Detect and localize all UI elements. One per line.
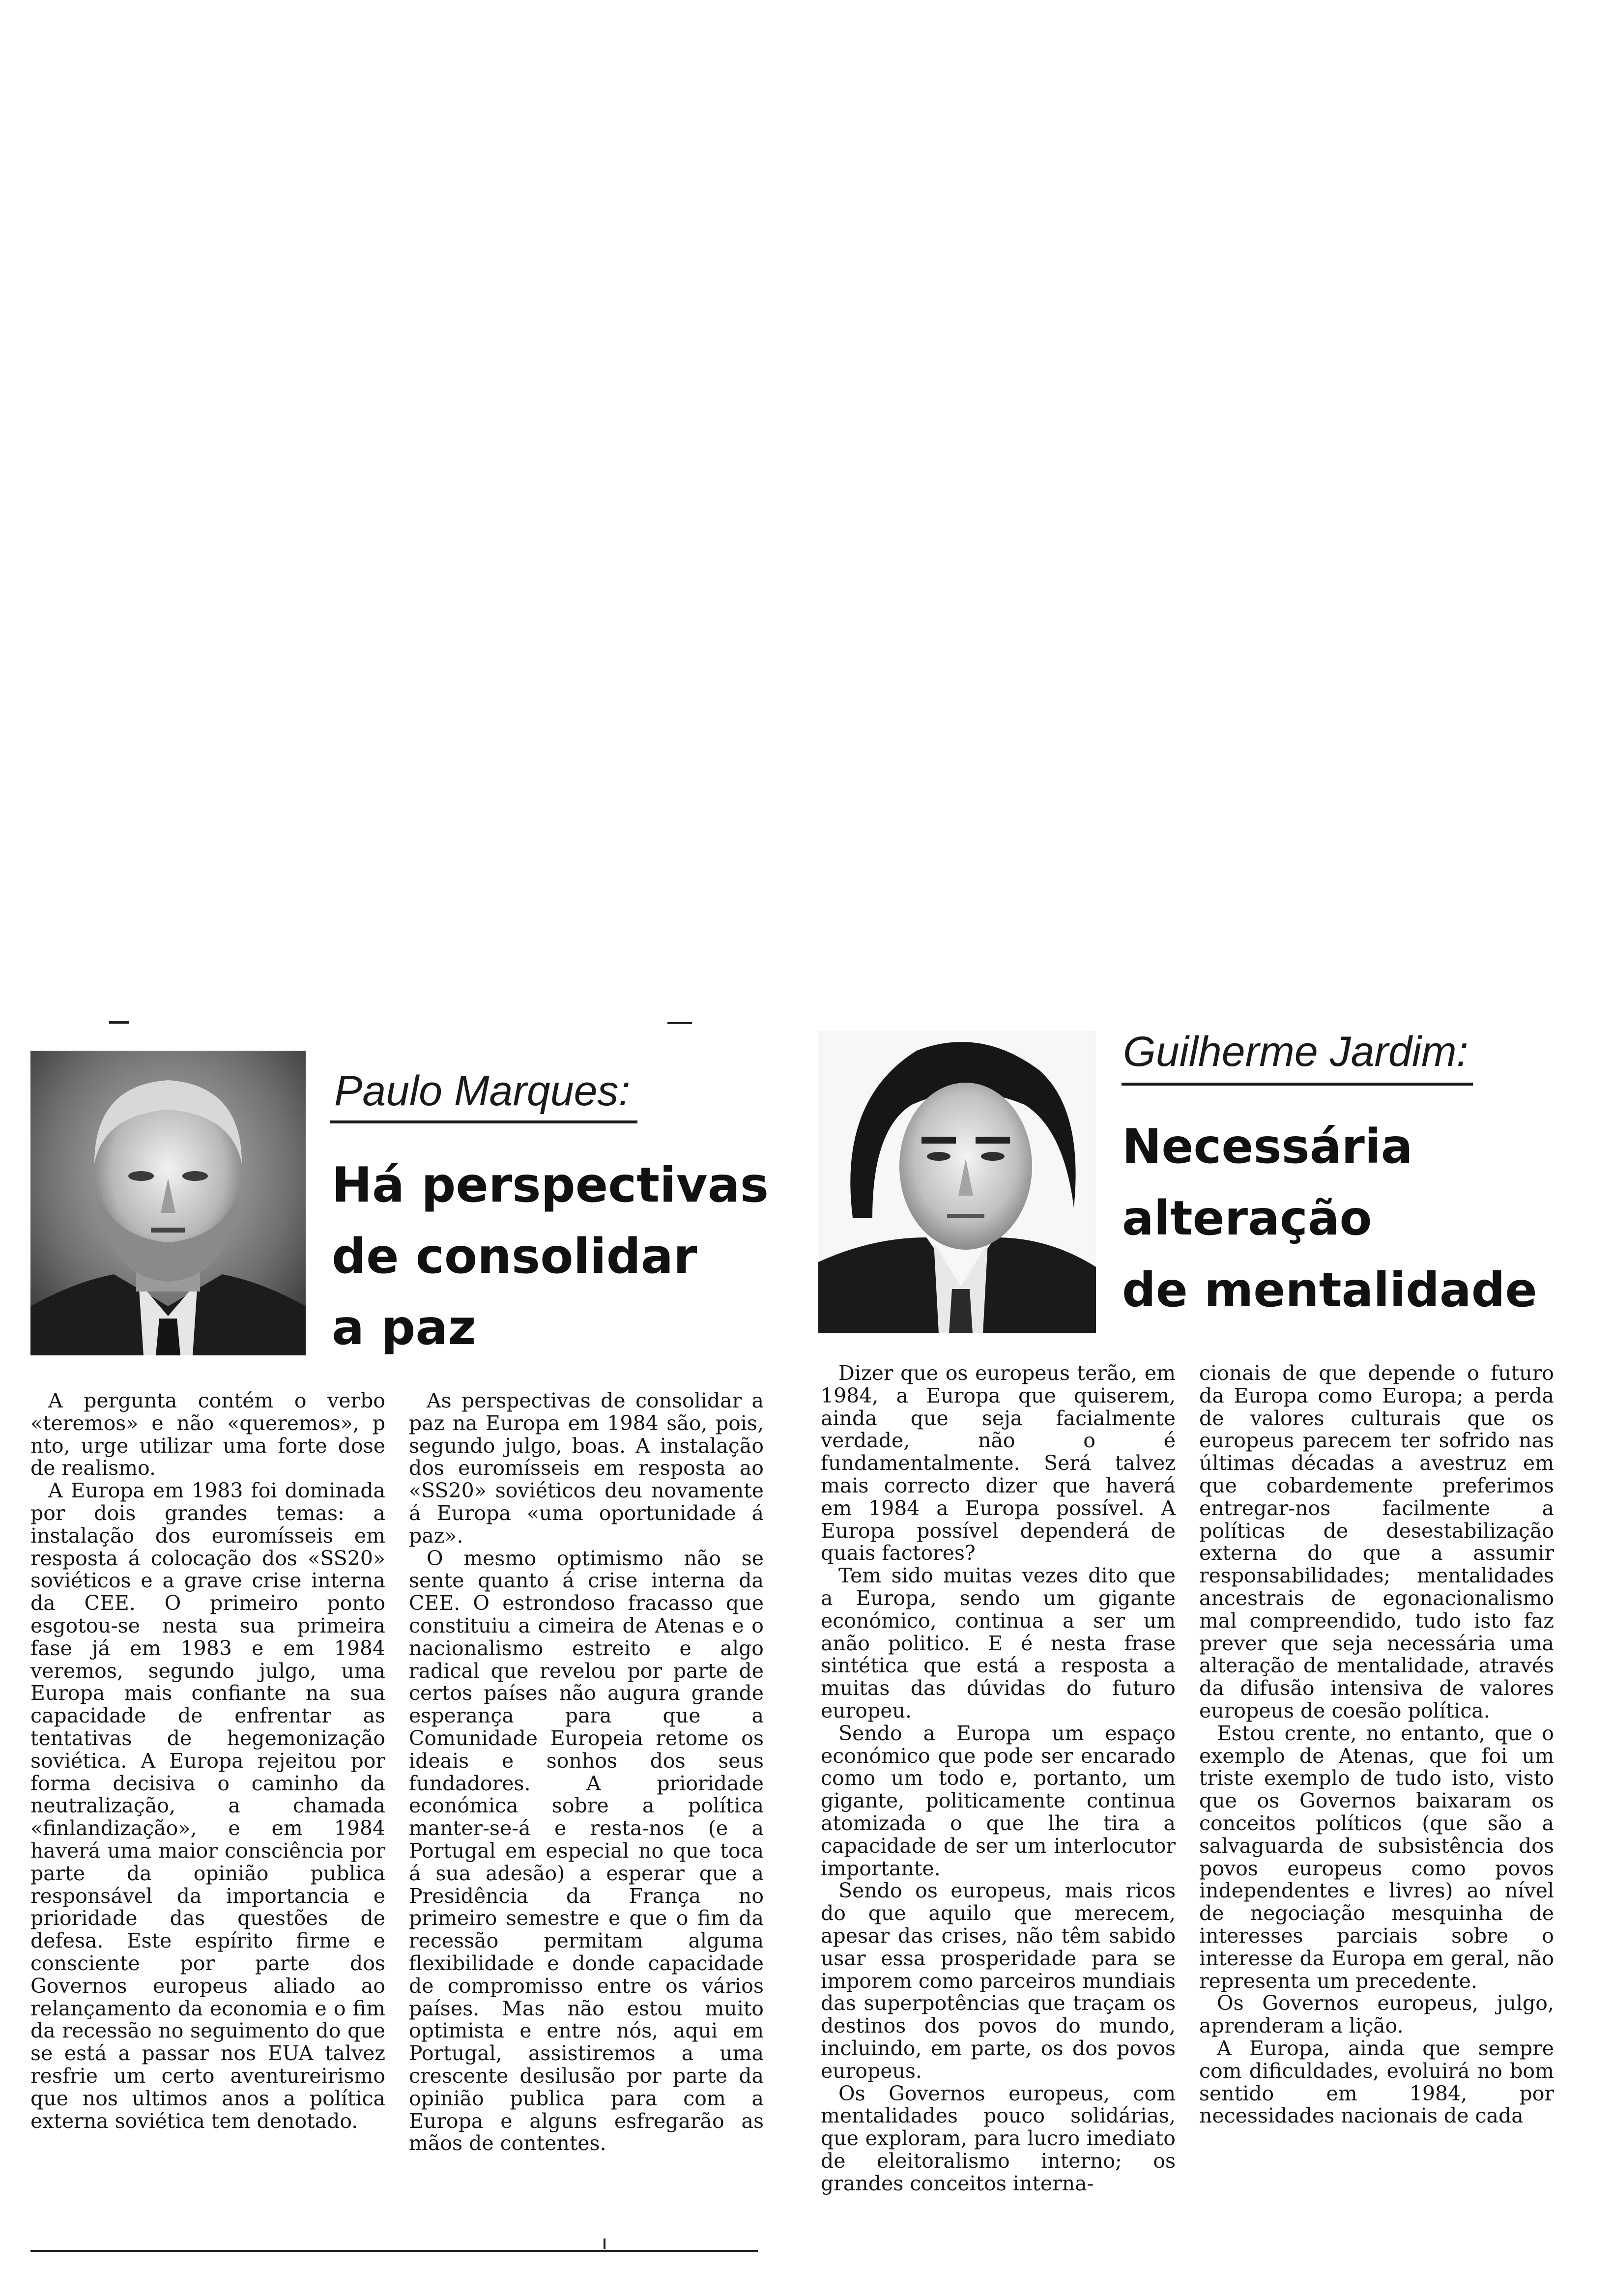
headline-left-line-3: a paz — [332, 1300, 476, 1356]
byline-rule-right — [1122, 1083, 1473, 1086]
headline-right-line-1: Necessária — [1122, 1119, 1413, 1174]
article-right-column-1 — [821, 1362, 1176, 2195]
paragraph: Sendo os europeus, mais ricos do que aquilo que merecem, apesar das crises, não têm sabido usar essa prosperidade para se imporem como parceiros mundiais das superpotências que traçam os destinos dos povos do mundo, incluindo, em parte, os dos povos europeus. — [821, 1879, 1176, 2083]
article-left-column-2 — [409, 1390, 764, 2155]
article-left-bottom-rule — [30, 2250, 758, 2252]
portrait-man-in-suit-image — [818, 1031, 1096, 1333]
paragraph: O mesmo optimismo não se sente quanto á crise interna da CEE. O estrondoso fracasso que constituiu a cimeira de Atenas e o nacionalismo estreito e algo radical que revelou por parte de certos países não augura grande esperança para que a Comunidade Europeia retome os ideais e sonhos dos seus fundadores. A prioridade económica sobre a política manter-se-á e resta-nos (e a Portugal em especial no que toca á sua adesão) a esperar que a Presidência da França no primeiro semestre e que o fim da recessão permitam alguma flexibilidade e donde capacidade de compromisso entre os vários países. Mas não estou muito optimista e entre nós, aqui em Portugal, assistiremos a uma crescente desilusão por parte da opinião publica para com a Europa e alguns esfregarão as mãos de contentes. — [409, 1546, 764, 2155]
headline-left-line-2: de consolidar — [332, 1229, 697, 1285]
paragraph: Estou crente, no entanto, que o exemplo de Atenas, que foi um triste exemplo de tudo isto, visto que os Governos baixaram os conceitos políticos (que são a salvaguarda de subsistência dos povos europeus como povos independentes e livres) ao nível de negociação mesquinha de interesses parciais sobre o interesse da Europa em geral, não representa um precedente. — [1199, 1721, 1554, 1993]
article-left-column-1 — [30, 1390, 385, 2132]
headline-left — [332, 1150, 769, 1364]
paragraph: Os Governos europeus, julgo, aprenderam a lição. — [1199, 1991, 1554, 2038]
headline-right-line-3: de mentalidade — [1122, 1263, 1537, 1318]
byline-paulo-marques: Paulo Marques: — [334, 1067, 631, 1115]
article-right-column-2 — [1199, 1362, 1554, 2127]
byline-guilherme-jardim: Guilherme Jardim: — [1123, 1028, 1468, 1075]
portrait-bearded-man-image — [30, 1051, 306, 1355]
paragraph: A pergunta contém o verbo «teremos» e não «queremos», p nto, urge utilizar uma forte dose de realismo. — [30, 1389, 385, 1480]
paragraph: A Europa, ainda que sempre com dificuldades, evoluirá no bom sentido em 1984, por necessidades nacionais de cada — [1199, 2036, 1554, 2128]
paragraph: Tem sido muitas vezes dito que a Europa, sendo um gigante económico, continua a ser um anão politico. E é nesta frase sintética que está a resposta a muitas das dúvidas do futuro europeu. — [821, 1564, 1176, 1722]
photo-guilherme-jardim — [818, 1031, 1096, 1333]
scan-speck — [109, 1021, 129, 1024]
headline-right — [1122, 1111, 1537, 1326]
paragraph: cionais de que depende o futuro da Europa como Europa; a perda de valores culturais que os europeus parecem ter sofrido nas últimas décadas a avestruz em que cobardemente preferimos entregar-nos facilmente a políticas de desestabilização externa do que a assumir responsabilidades; mentalidades ancestrais de egonacionalismo mal compreendido, tudo isto faz prever que seja necessária uma alteração de mentalidade, através da difusão intensiva de valores europeus de coesão política. — [1199, 1361, 1554, 1722]
paragraph: As perspectivas de consolidar a paz na Europa em 1984 são, pois, segundo julgo, boas. A instalação dos euromísseis em resposta ao «SS20» soviéticos deu novamente á Europa «uma oportunidade á paz». — [409, 1389, 764, 1548]
photo-paulo-marques — [30, 1051, 306, 1355]
scan-speck — [667, 1022, 692, 1024]
paragraph: Sendo a Europa um espaço económico que pode ser encarado como um todo e, portanto, um gigante, politicamente continua atomizada o que lhe tira a capacidade de ser um interlocutor importante. — [821, 1721, 1176, 1880]
paragraph: Os Governos europeus, com mentalidades pouco solidárias, que exploram, para lucro imediato de eleitoralismo interno; os grandes conceitos interna- — [821, 2081, 1176, 2195]
scan-speck — [604, 2239, 605, 2249]
headline-left-line-1: Há perspectivas — [332, 1157, 769, 1213]
byline-rule-left — [330, 1120, 637, 1123]
paragraph: Dizer que os europeus terão, em 1984, a Europa que quiserem, ainda que seja facialmente verdade, não o é fundamentalmente. Será talvez mais correcto dizer que haverá em 1984 a Europa possível. A Europa possível dependerá de quais factores? — [821, 1361, 1176, 1565]
headline-right-line-2: alteração — [1122, 1191, 1372, 1246]
paragraph: A Europa em 1983 foi dominada por dois grandes temas: a instalação dos euromísseis em resposta á colocação dos «SS20» soviéticos e a grave crise interna da CEE. O primeiro ponto esgotou-se nesta sua primeira fase já em 1983 e em 1984 veremos, segundo julgo, uma Europa mais confiante na sua capacidade de enfrentar as tentativas de hegemonização soviética. A Europa rejeitou por forma decisiva o caminho da neutralização, a chamada «finlandização», e em 1984 haverá uma maior consciência por parte da opinião publica responsável da importancia e prioridade das questões de defesa. Este espírito firme e consciente por parte dos Governos europeus aliado ao relançamento da economia e o fim da recessão no seguimento do que se está a passar nos EUA talvez resfrie um certo aventureirismo que nos ultimos anos a política externa soviética tem denotado. — [30, 1479, 385, 2133]
